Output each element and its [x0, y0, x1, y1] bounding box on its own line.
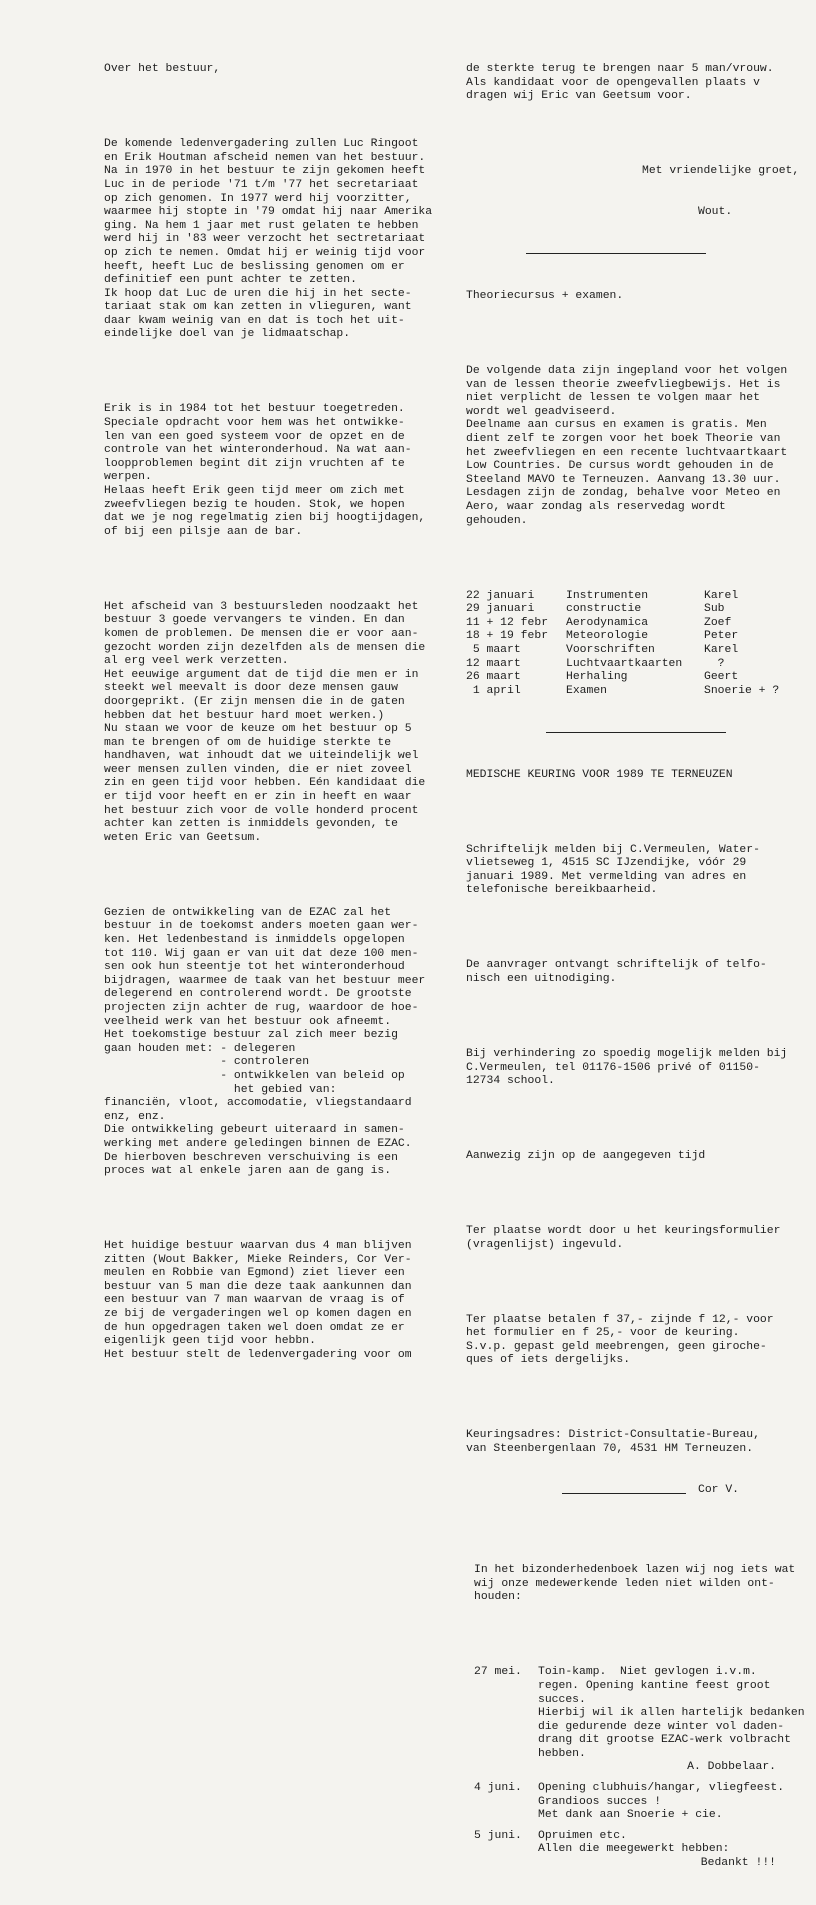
- schedule-subject: Herhaling: [566, 671, 628, 684]
- text-line: delegerend en controlerend wordt. De grootste: [104, 988, 412, 1001]
- text-line: het bestuur zich voor de volle honderd procent: [104, 804, 419, 817]
- text-line: definitief een punt achter te zetten.: [104, 274, 357, 287]
- paragraph-medical-6: [466, 1314, 796, 1368]
- schedule-teacher: Karel: [704, 643, 739, 656]
- text-line: len van een goed systeem voor de opzet en de: [104, 430, 405, 443]
- text-line: meulen en Robbie van Egmond) ziet liever een: [104, 1267, 405, 1280]
- text-line: houden:: [474, 1591, 522, 1604]
- paragraph-bestuur-2: [104, 403, 449, 539]
- text-line: tot 110. Wij gaan er van uit dat deze 100 men-: [104, 947, 419, 960]
- text-line: weten Eric van Geetsum.: [104, 831, 262, 844]
- text-line: handhaven, wat inhoudt dat we uiteindelijk wel: [104, 750, 419, 763]
- text-line: Het bestuur stelt de ledenvergadering voor om: [104, 1348, 412, 1361]
- medical-signature-row: [466, 1484, 796, 1500]
- diary-signature: A. Dobbelaar.: [687, 1761, 776, 1774]
- text-line: telefonische bereikbaarheid.: [466, 884, 658, 897]
- text-line: de sterkte terug te brengen naar 5 man/vrouw.: [466, 63, 774, 76]
- signature-cor: Cor V.: [698, 1483, 740, 1496]
- text-line: zitten (Wout Bakker, Mieke Reinders, Cor Ver-: [104, 1253, 412, 1266]
- text-line: Het huidige bestuur waarvan dus 4 man blijven: [104, 1240, 412, 1253]
- text-line: en Erik Houtman afscheid nemen van het bestuur.: [104, 151, 426, 164]
- text-line: De hierboven beschreven verschuiving is een: [104, 1151, 398, 1164]
- section-title-theory: Theoriecursus + examen.: [466, 290, 624, 303]
- text-line: komen de problemen. De mensen die er voor aan-: [104, 627, 419, 640]
- schedule-date: 11 + 12 febr: [466, 616, 549, 629]
- diary-date: 5 juni.: [474, 1829, 522, 1842]
- text-line: Helaas heeft Erik geen tijd meer om zich met: [104, 485, 405, 497]
- text-line: wordt wel geadviseerd.: [466, 405, 617, 418]
- schedule-row: [466, 644, 796, 658]
- text-line: bestuur van 5 man die deze taak aankunnen dan: [104, 1280, 412, 1293]
- text-line: Aanwezig zijn op de aangegeven tijd: [466, 1150, 706, 1163]
- schedule-subject: Voorschriften: [566, 643, 655, 656]
- schedule-row: [466, 658, 796, 672]
- text-line: de hun opgedragen taken wel doen omdat ze er: [104, 1321, 405, 1334]
- text-line: ze bij de vergaderingen wel op komen dagen en: [104, 1308, 412, 1321]
- paragraph-medical-3: [466, 1048, 796, 1089]
- diary-entry: [466, 1666, 805, 1775]
- signature-wout: Wout.: [698, 206, 733, 219]
- text-line: Ter plaatse betalen f 37,- zijnde f 12,- voor: [466, 1313, 774, 1326]
- text-line: doorgeprikt. (Er zijn mensen die in de gaten: [104, 695, 405, 708]
- text-line: Erik is in 1984 tot het bestuur toegetreden.: [104, 403, 405, 416]
- text-line: Steeland MAVO te Terneuzen. Aanvang 13.30 uur.: [466, 473, 781, 486]
- schedule-date: 12 maart: [466, 657, 521, 670]
- schedule-subject: Meteorologie: [566, 630, 649, 643]
- schedule-date: 26 maart: [466, 671, 521, 684]
- text-line: C.Vermeulen, tel 01176-1506 privé of 01150-: [466, 1061, 760, 1074]
- theory-schedule: [466, 590, 796, 699]
- schedule-subject: Examen: [566, 684, 608, 697]
- text-line: ques of iets dergelijks.: [466, 1354, 631, 1367]
- text-line: loopproblemen begint dit zijn vruchten af te: [104, 457, 405, 470]
- text-line: nisch een uitnodiging.: [466, 973, 617, 985]
- diary-line: hebben.: [538, 1747, 586, 1760]
- text-line: gezocht worden zijn dezelfden als de mensen die: [104, 641, 426, 654]
- schedule-teacher: Zoef: [704, 616, 732, 629]
- text-line: of bij een pilsje aan de bar.: [104, 525, 303, 538]
- diary-line: die gedurende deze winter vol daden-: [538, 1720, 785, 1733]
- text-line: In het bizonderhedenboek lazen wij nog iets wat: [474, 1564, 796, 1577]
- diary-line: regen. Opening kantine feest groot: [538, 1679, 771, 1692]
- paragraph-medical-5: [466, 1225, 796, 1252]
- diary-line: Allen die meegewerkt hebben:: [538, 1843, 730, 1856]
- text-line: 12734 school.: [466, 1075, 555, 1088]
- section-title-medical: MEDISCHE KEURING VOOR 1989 TE TERNEUZEN: [466, 768, 733, 781]
- text-line: op zich genomen. In 1977 werd hij voorzitter,: [104, 192, 412, 205]
- text-line: veelheid werk van het bestuur ook afneemt.: [104, 1015, 392, 1028]
- text-line: daar kwam weinig van en dat is toch het uit-: [104, 314, 405, 327]
- text-line: al erg veel werk verzetten.: [104, 655, 289, 668]
- diary-line: Opruimen etc.: [538, 1829, 627, 1842]
- text-line: achter kan zetten is inmiddels gevonden, te: [104, 818, 398, 831]
- text-line: Ik hoop dat Luc de uren die hij in het secte-: [104, 287, 412, 300]
- text-line: tariaat stak om kan zetten in vlieguren, want: [104, 301, 412, 314]
- schedule-row: [466, 590, 796, 604]
- text-line: De komende ledenvergadering zullen Luc Ringoot: [104, 138, 419, 151]
- text-line: op zich te nemen. Omdat hij er weinig tijd voor: [104, 246, 426, 259]
- schedule-date: 1 april: [466, 684, 521, 697]
- diary-entries: [466, 1666, 805, 1877]
- diary-date: 27 mei.: [474, 1666, 522, 1679]
- right-column: [466, 36, 805, 1905]
- schedule-date: 5 maart: [466, 643, 521, 656]
- text-line: het zweefvliegen en een recente luchtvaartkaart: [466, 446, 788, 459]
- text-line: - controleren: [104, 1056, 310, 1069]
- paragraph-diary-intro: [466, 1564, 796, 1605]
- text-line: Bij verhindering zo spoedig mogelijk melden bij: [466, 1047, 788, 1060]
- diary-line: Met dank aan Snoerie + cie.: [538, 1809, 723, 1822]
- diary-line: drang dit grootse EZAC-werk volbracht: [538, 1734, 791, 1747]
- divider: [526, 253, 706, 255]
- schedule-teacher: Peter: [704, 630, 739, 643]
- text-line: het gebied van:: [104, 1083, 337, 1096]
- schedule-row: [466, 617, 796, 631]
- text-line: gaan houden met: - delegeren: [104, 1042, 296, 1055]
- text-line: zin en geen tijd voor hebben. Eén kandidaat die: [104, 777, 426, 790]
- text-line: financiën, vloot, accomodatie, vliegstandaard: [104, 1097, 412, 1110]
- left-column: [104, 36, 449, 1390]
- paragraph-medical-1: [466, 844, 796, 898]
- schedule-date: 29 januari: [466, 603, 535, 616]
- schedule-date: 22 januari: [466, 589, 535, 602]
- text-line: bijdragen, waarmee de taak van het bestuur meer: [104, 974, 426, 987]
- text-line: Als kandidaat voor de opengevallen plaats v: [466, 76, 760, 89]
- text-line: werking met andere geledingen binnen de EZAC.: [104, 1137, 412, 1150]
- text-line: Gezien de ontwikkeling van de EZAC zal het: [104, 906, 392, 919]
- section-title-bestuur: Over het bestuur,: [104, 63, 221, 76]
- closing-greeting: Met vriendelijke groet,: [642, 165, 800, 178]
- text-line: van de lessen theorie zweefvliegbewijs. Het is: [466, 378, 781, 391]
- text-line: eigenlijk geen tijd voor hebbn.: [104, 1335, 316, 1348]
- diary-entry: [466, 1782, 796, 1823]
- schedule-teacher: Snoerie + ?: [704, 684, 780, 697]
- schedule-subject: Aerodynamica: [566, 616, 649, 629]
- text-line: bestuur 3 goede vervangers te vinden. En dan: [104, 614, 405, 627]
- paragraph-theory: [466, 365, 796, 528]
- text-line: De aanvrager ontvangt schriftelijk of telfo-: [466, 959, 767, 972]
- schedule-row: [466, 603, 796, 617]
- text-line: Aero, waar zondag als reservedag wordt: [466, 501, 726, 513]
- text-line: Lesdagen zijn de zondag, behalve voor Meteo en: [466, 487, 781, 500]
- text-line: De volgende data zijn ingepland voor het volgen: [466, 365, 788, 378]
- divider: [562, 1493, 686, 1494]
- text-line: Schriftelijk melden bij C.Vermeulen, Water-: [466, 843, 760, 856]
- text-line: Het toekomstige bestuur zal zich meer bezig: [104, 1029, 398, 1042]
- text-line: projecten zijn achter de rug, waardoor de hoe-: [104, 1001, 419, 1014]
- text-line: januari 1989. Met vermelding van adres en: [466, 870, 747, 883]
- text-line: hebben dat het bestuur hard moet werken.): [104, 709, 385, 722]
- text-line: ken. Het ledenbestand is inmiddels opgelopen: [104, 934, 405, 946]
- text-line: (vragenlijst) ingevuld.: [466, 1238, 624, 1251]
- text-line: dragen wij Eric van Geetsum voor.: [466, 90, 692, 103]
- diary-line: Toin-kamp. Niet gevlogen i.v.m.: [538, 1666, 757, 1679]
- text-line: dient zelf te zorgen voor het boek Theorie van: [466, 433, 781, 446]
- text-line: controle van het winteronderhoud. Na wat aan-: [104, 444, 412, 457]
- text-line: Speciale opdracht voor hem was het ontwikke-: [104, 417, 405, 430]
- text-line: zweefvliegen bezig te houden. Stok, we hopen: [104, 498, 405, 511]
- paragraph-medical-4: [466, 1150, 796, 1164]
- text-line: werpen.: [104, 471, 152, 484]
- paragraph-bestuur-1: [104, 138, 449, 342]
- text-line: eindelijke doel van je lidmaatschap.: [104, 328, 351, 341]
- text-line: Die ontwikkeling gebeurt uiteraard in samen-: [104, 1124, 405, 1137]
- text-line: Low Countries. De cursus wordt gehouden in de: [466, 460, 774, 473]
- schedule-date: 18 + 19 febr: [466, 630, 549, 643]
- text-line: weer mensen zullen vinden, die er niet zoveel: [104, 763, 412, 776]
- diary-date: 4 juni.: [474, 1782, 522, 1795]
- paragraph-bestuur-4: [104, 907, 449, 1179]
- text-line: Ter plaatse wordt door u het keuringsformulier: [466, 1225, 781, 1238]
- text-line: een bestuur van 7 man waarvan de vraag is of: [104, 1294, 405, 1307]
- text-line: er tijd voor heeft en er zin in heeft en waar: [104, 791, 412, 804]
- schedule-teacher: Sub: [704, 603, 725, 616]
- paragraph-bestuur-5: [104, 1240, 449, 1362]
- text-line: werd hij in '83 weer verzocht het sectretariaat: [104, 233, 426, 246]
- text-line: Nu staan we voor de keuze om het bestuur op 5: [104, 723, 412, 736]
- text-line: Het eeuwige argument dat de tijd die men er in: [104, 668, 419, 681]
- text-line: niet verplicht de lessen te volgen maar het: [466, 392, 760, 405]
- text-line: ging. Na hem 1 jaar met rust gelaten te hebben: [104, 219, 419, 232]
- text-line: vlietseweg 1, 4515 SC IJzendijke, vóór 29: [466, 857, 747, 870]
- text-line: wij onze medewerkende leden niet wilden ont-: [474, 1577, 775, 1590]
- schedule-subject: constructie: [566, 603, 642, 616]
- text-line: Luc in de periode '71 t/m '77 het secretariaat: [104, 178, 419, 191]
- text-line: proces wat al enkele jaren aan de gang is.: [104, 1165, 392, 1178]
- text-line: gehouden.: [466, 514, 528, 527]
- text-line: bestuur in de toekomst anders moeten gaan wer-: [104, 920, 419, 933]
- schedule-subject: Instrumenten: [566, 589, 649, 602]
- text-line: Deelname aan cursus en examen is gratis. Men: [466, 419, 767, 432]
- diary-line: Opening clubhuis/hangar, vliegfeest.: [538, 1782, 785, 1795]
- text-line: van Steenbergenlaan 70, 4531 HM Terneuzen.: [466, 1443, 754, 1455]
- diary-entry: [466, 1830, 796, 1871]
- schedule-row: [466, 685, 796, 699]
- paragraph-medical-7: [466, 1429, 796, 1456]
- divider: [546, 732, 726, 734]
- text-line: steekt wel meevalt is door deze mensen gauw: [104, 682, 398, 695]
- text-line: sen ook hun steentje tot het winteronderhoud: [104, 961, 405, 974]
- paragraph-bestuur-3: [104, 601, 449, 846]
- schedule-teacher: Karel: [704, 589, 739, 602]
- text-line: S.v.p. gepast geld meebrengen, geen giroche-: [466, 1340, 767, 1353]
- schedule-teacher: ?: [704, 657, 725, 670]
- diary-line: Grandioos succes !: [538, 1795, 662, 1808]
- text-line: man te brengen of om de huidige sterkte te: [104, 736, 392, 749]
- text-line: enz, enz.: [104, 1110, 166, 1123]
- schedule-teacher: Geert: [704, 671, 739, 684]
- paragraph-medical-2: [466, 959, 796, 986]
- schedule-subject: Luchtvaartkaarten: [566, 657, 683, 670]
- text-line: Na in 1970 in het bestuur te zijn gekomen heeft: [104, 165, 426, 178]
- text-line: Het afscheid van 3 bestuursleden noodzaakt het: [104, 600, 419, 613]
- text-line: waarmee hij stopte in '79 omdat hij naar Amerika: [104, 206, 433, 219]
- text-line: Keuringsadres: District-Consultatie-Bureau,: [466, 1429, 760, 1442]
- diary-line: succes.: [538, 1693, 586, 1706]
- paragraph-bestuur-continued: [466, 63, 796, 104]
- schedule-row: [466, 630, 796, 644]
- text-line: heeft, heeft Luc de beslissing genomen om er: [104, 260, 405, 273]
- diary-signature: Bedankt !!!: [700, 1857, 776, 1870]
- schedule-row: [466, 671, 796, 685]
- text-line: dat we je nog regelmatig zien bij hoogtijdagen,: [104, 512, 426, 525]
- diary-line: Hierbij wil ik allen hartelijk bedanken: [538, 1707, 805, 1720]
- text-line: - ontwikkelen van beleid op: [104, 1069, 405, 1082]
- text-line: het formulier en f 25,- voor de keuring.: [466, 1327, 740, 1340]
